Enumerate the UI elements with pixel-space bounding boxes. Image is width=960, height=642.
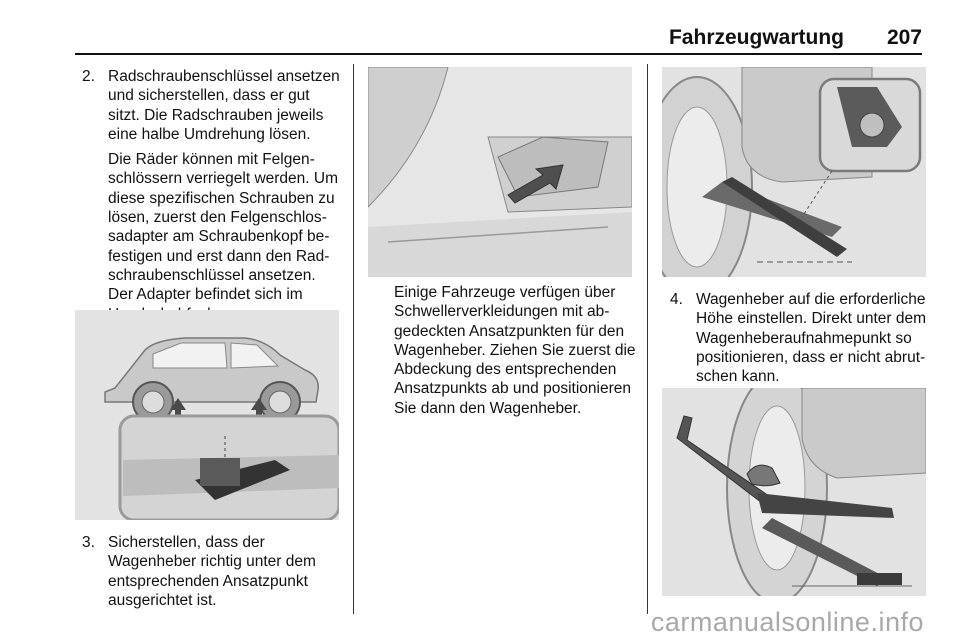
car-jack-illustration [75,310,339,520]
watermark: carmanualsonline.info [650,607,924,637]
step-2-text: Radschraubenschlüssel ansetzen und sicherstellen, dass er gut sitzt. Die Radschrauben jeweils eine halbe Umdrehung lösen. [108,68,340,143]
step-2 [82,67,340,324]
column-left-bottom [82,533,340,610]
column-right [670,290,932,386]
step-3-text: Sicherstellen, dass der Wagenheber richtig unter dem entsprechenden Ansatzpunkt ausgerichtet ist. [108,534,316,609]
figure-car-jack-points [75,310,339,520]
jack-crank-illustration [662,388,926,596]
page-number: 207 [886,26,922,49]
step-4-number: 4. [670,291,683,308]
step-3 [82,533,340,610]
step-4-text: Wagenheber auf die erforderliche Höhe einstellen. Direkt unter dem Wagenheberaufnahmepunkt so positionieren, dass er nicht abrutschen kann. [696,291,927,386]
column-divider-left [353,64,354,614]
jack-position-illustration [662,67,926,277]
step-4 [670,290,932,386]
column-divider-right [647,64,648,614]
step-3-number: 3. [82,534,95,551]
figure-jack-position [662,67,926,277]
column-left [82,67,340,324]
page-header [75,26,922,52]
figure-sill-cover [368,67,632,277]
step-2-note: Die Räder können mit Felgenschlössern verriegelt werden. Um diese spezifischen Schrauben zu lösen, zuerst den Felgenschlossadapter am Schraubenkopf befestigen und erst dann den Radschraubenschlüssel ansetzen. Der Adapter befindet sich im [108,151,339,304]
section-title: Fahrzeugwartung [668,26,844,49]
header-rule [75,53,922,55]
sill-cover-illustration [368,67,632,277]
figure-jack-crank [662,388,926,596]
jack-point-cover-paragraph: Einige Fahrzeuge verfügen über Schwellerverkleidungen mit abgedeckten Ansatzpunkten für den Wagenheber. Ziehen Sie zuerst die Abdeckung des entsprechenden Ansatzpunkts ab und positionieren Sie dann den Wagenheber. [394,284,636,417]
step-2-number: 2. [82,68,95,85]
column-middle [394,283,638,418]
